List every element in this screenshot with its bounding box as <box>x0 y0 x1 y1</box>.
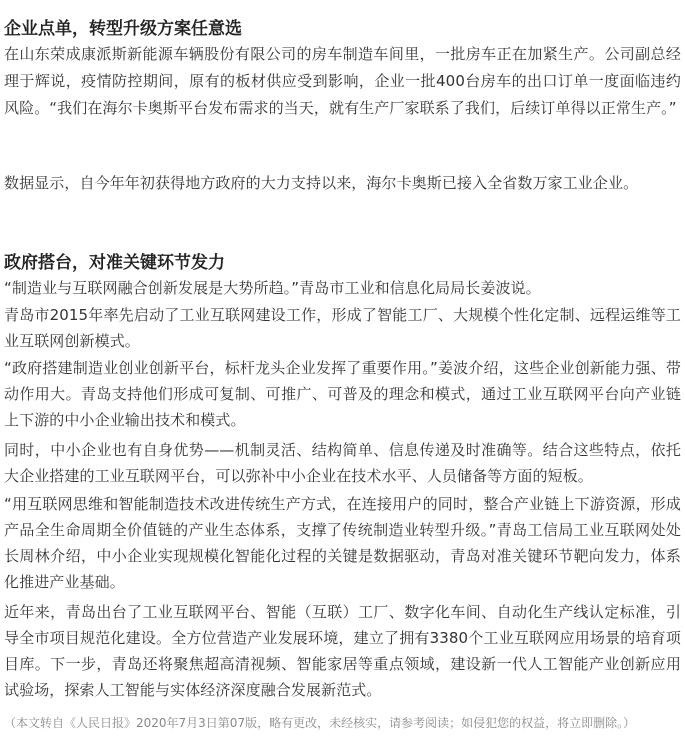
section-heading-enterprise-order: 企业点单，转型升级方案任意选 <box>4 19 242 39</box>
paragraph-qingdao-2015: 青岛市2015年率先启动了工业互联网建设工作，形成了智能工厂、大规模个性化定制、远程运维等工业互联网创新模式。 <box>4 306 681 350</box>
section-heading-government-platform: 政府搭台，对准关键环节发力 <box>4 253 225 273</box>
paragraph-sme-advantages: 同时，中小企业也有自身优势——机制灵活、结构简单、信息传递及时准确等。结合这些特点，依托大企业搭建的工业互联网平台，可以弥补中小企业在技术水平、人员储备等方面的短板。 <box>4 441 681 485</box>
paragraph-zhoulin-quote: “用互联网思维和智能制造技术改进传统生产方式，在连接用户的同时，整合产业链上下游资源，形成产品全生命周期全价值链的产业生态体系，支撑了传统制造业转型升级。”青岛工信局工业互联网处处长周林介绍，中小企业实现规模化智能化过程的关键是数据驱动，青岛对准关键环节靶向发力，体系化推进产业基础。 <box>4 495 681 591</box>
paragraph-rv-factory: 在山东荣成康派斯新能源车辆股份有限公司的房车制造车间里，一批房车正在加紧生产。公司副总经理于辉说，疫情防控期间，原有的板材供应受到影响，企业一批400台房车的出口订单一度面临违约风险。“我们在海尔卡奥斯平台发布需求的当天，就有生产厂家联系了我们，后续订单得以正常生产。” <box>4 45 681 117</box>
paragraph-data-shows: 数据显示，自今年年初获得地方政府的大力支持以来，海尔卡奥斯已接入全省数万家工业企业。 <box>4 174 639 192</box>
source-note: （本文转自《人民日报》2020年7月3日第07版，略有更改，未经核实，请参考阅读；如侵犯您的权益，将立即删除。） <box>4 716 636 730</box>
paragraph-recent-years: 近年来，青岛出台了工业互联网平台、智能（互联）工厂、数字化车间、自动化生产线认定标准，引导全市项目规范化建设。全方位营造产业发展环境，建立了拥有3380个工业互联网应用场景的培育项目库。下一步，青岛还将聚焦超高清视频、智能家居等重点领域，建设新一代人工智能产业创新应用试验场，探索人工智能与实体经济深度融合发展新范式。 <box>4 603 681 699</box>
paragraph-platform-role: “政府搭建制造业创业创新平台，标杆龙头企业发挥了重要作用。”姜波介绍，这些企业创新能力强、带动作用大。青岛支持他们形成可复制、可推广、可普及的理念和模式，通过工业互联网平台向产业链上下游的中小企业输出技术和模式。 <box>4 359 681 429</box>
paragraph-quote-jiangbo: “制造业与互联网融合创新发展是大势所趋。”青岛市工业和信息化局局长姜波说。 <box>4 279 541 297</box>
